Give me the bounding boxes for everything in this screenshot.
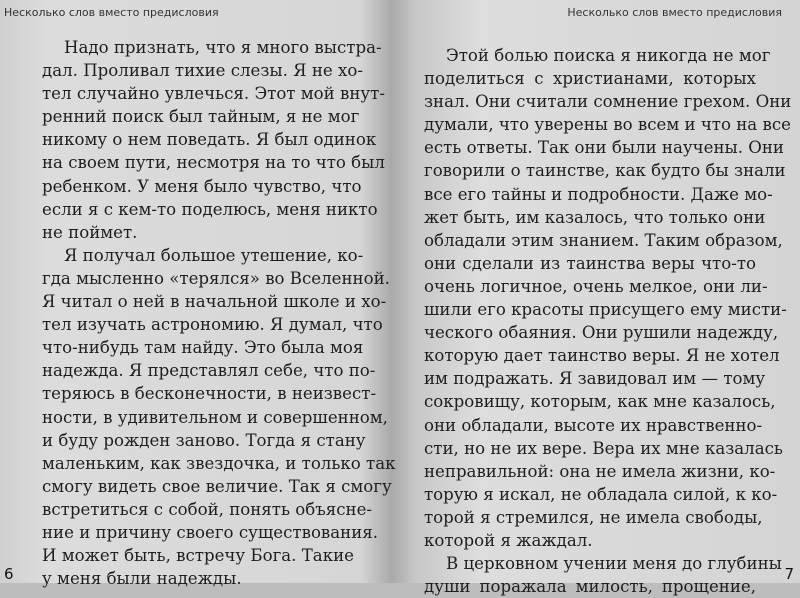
running-head: Несколько слов вместо предисловия <box>567 6 782 19</box>
right-page <box>398 0 800 597</box>
text-line: ческого обаяния. Они рушили надежду, <box>424 323 779 343</box>
text-line: ности, в удивительном и совершенном, <box>42 407 388 427</box>
text-line: не поймет. <box>42 222 138 242</box>
text-line: ренний поиск был тайным, я не мог <box>42 107 360 127</box>
text-line: говорили о таинстве, как будто бы знали <box>424 161 786 181</box>
text-line: ние и причину своего существования. <box>42 522 379 542</box>
text-line: сокровищу, которым, как мне казалось, <box>424 392 776 412</box>
text-line: тел случайно увлечься. Этот мой внут- <box>42 84 385 104</box>
text-line: они сделали из таинства веры что-то <box>424 253 756 273</box>
text-line: души поражала милость, прощение, <box>424 577 756 597</box>
text-line: тел изучать астрономию. Я думал, что <box>42 315 383 335</box>
text-line: поделиться с христианами, которых <box>424 69 756 89</box>
text-line: Надо признать, что я много выстра- <box>64 38 382 57</box>
text-line: они обладали, высоте их нравственно- <box>424 415 763 435</box>
text-line: обладали этим знанием. Таким образом, <box>424 230 783 250</box>
text-line: дал. Проливал тихие слезы. Я не хо- <box>42 61 363 81</box>
text-line: гда мысленно «терялся» во Вселенной. <box>42 268 390 288</box>
page-body-text <box>424 44 792 598</box>
text-line: Я получал большое утешение, ко- <box>64 245 364 265</box>
text-line: знал. Они считали сомнение грехом. Они <box>424 92 792 112</box>
page-body-text <box>42 36 396 590</box>
text-line: Этой болью поиска я никогда не мог <box>446 46 771 65</box>
text-line: надежда. Я представлял себе, что по- <box>42 361 376 381</box>
text-line: есть ответы. Так они были научены. Они <box>424 138 784 158</box>
text-line: которой я жаждал. <box>424 530 593 550</box>
text-line: и буду рожден заново. Тогда я стану <box>42 430 366 450</box>
text-line: торую я искал, не обладала силой, к ко- <box>424 484 778 504</box>
page-number: 7 <box>784 565 794 583</box>
text-line: все его тайны и подробности. Даже мо- <box>424 184 773 204</box>
text-line: думали, что уверены во всем и что на все <box>424 115 791 135</box>
text-line: им подражать. Я завидовал им — тому <box>424 369 766 389</box>
text-line: теряюсь в бесконечности, в неизвест- <box>42 384 377 404</box>
text-line: неправильной: она не имела жизни, ко- <box>424 461 776 481</box>
text-line: ребенком. У меня было чувство, что <box>42 176 362 196</box>
left-page <box>0 0 396 589</box>
text-line: сти, но не их вере. Вера их мне казалась <box>424 438 783 458</box>
text-line: никому о нем поведать. Я был одинок <box>42 130 377 150</box>
running-head: Несколько слов вместо предисловия <box>4 6 219 19</box>
text-line: И может быть, встречу Бога. Такие <box>42 546 354 566</box>
text-line: встретиться с собой, понять объясне- <box>42 499 373 519</box>
text-line: у меня были надежды. <box>42 569 242 589</box>
text-line: маленьким, как звездочка, и только так <box>42 453 396 473</box>
page-number: 6 <box>4 565 14 583</box>
text-line: Я читал о ней в начальной школе и хо- <box>42 292 387 312</box>
text-line: которую дает таинство веры. Я не хотел <box>424 346 780 366</box>
text-line: смогу видеть свое величие. Так я смогу <box>42 476 392 496</box>
text-line: если я с кем-то поделюсь, меня никто <box>42 199 378 219</box>
text-line: жет быть, им казалось, что только они <box>424 207 766 227</box>
text-line: что-нибудь там найду. Это была моя <box>42 338 364 358</box>
text-line: торой я стремился, не имела свободы, <box>424 507 763 527</box>
text-line: на своем пути, несмотря на то что был <box>42 153 385 173</box>
text-line: В церковном учении меня до глубины <box>446 554 782 574</box>
text-line: шили его красоты присущего ему мисти- <box>424 300 787 320</box>
text-line: очень логичное, очень мелкое, они ли- <box>424 276 768 296</box>
